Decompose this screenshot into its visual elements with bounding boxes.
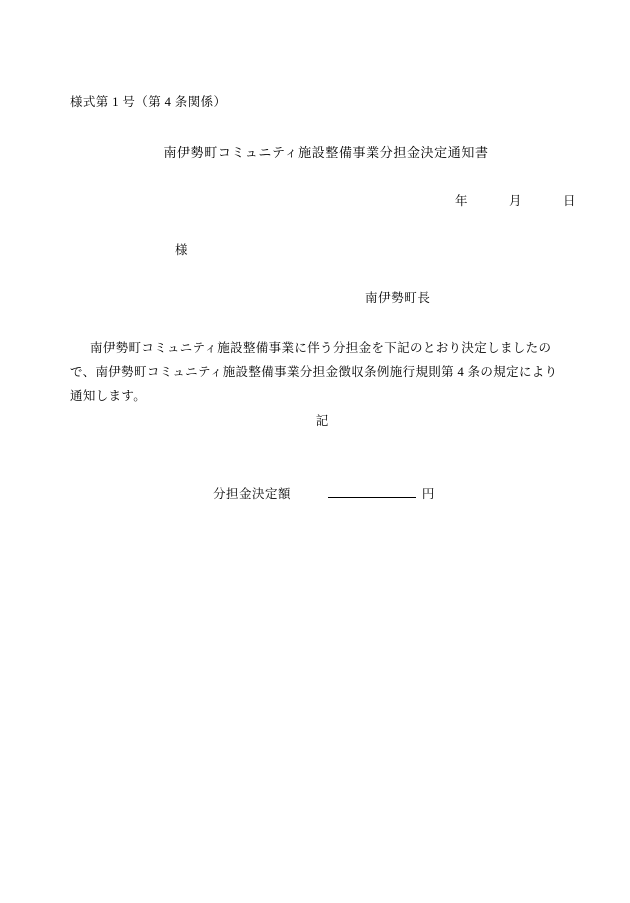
form-number: 様式第 1 号（第 4 条関係） [70,95,227,109]
amount-unit: 円 [421,487,435,501]
body-text [70,336,570,408]
day-label: 日 [562,194,576,208]
document-title: 南伊勢町コミュニティ施設整備事業分担金決定通知書 [163,145,489,160]
date-line [455,191,576,209]
body-paragraph-1: 南伊勢町コミュニティ施設整備事業に伴う分担金を下記のとおり決定しましたので、南伊勢町コミュニティ施設整備事業分担金徴収条例施行規則第 4 条の規定により通知します。 [70,341,558,403]
ki-mark: 記 [315,414,329,428]
amount-row [213,484,435,502]
addressee-honorific: 様 [175,243,188,257]
issuer-name: 南伊勢町長 [365,291,431,305]
amount-label: 分担金決定額 [213,487,292,501]
year-label: 年 [455,194,468,208]
month-label: 月 [508,194,522,208]
amount-value-field[interactable] [328,484,416,498]
